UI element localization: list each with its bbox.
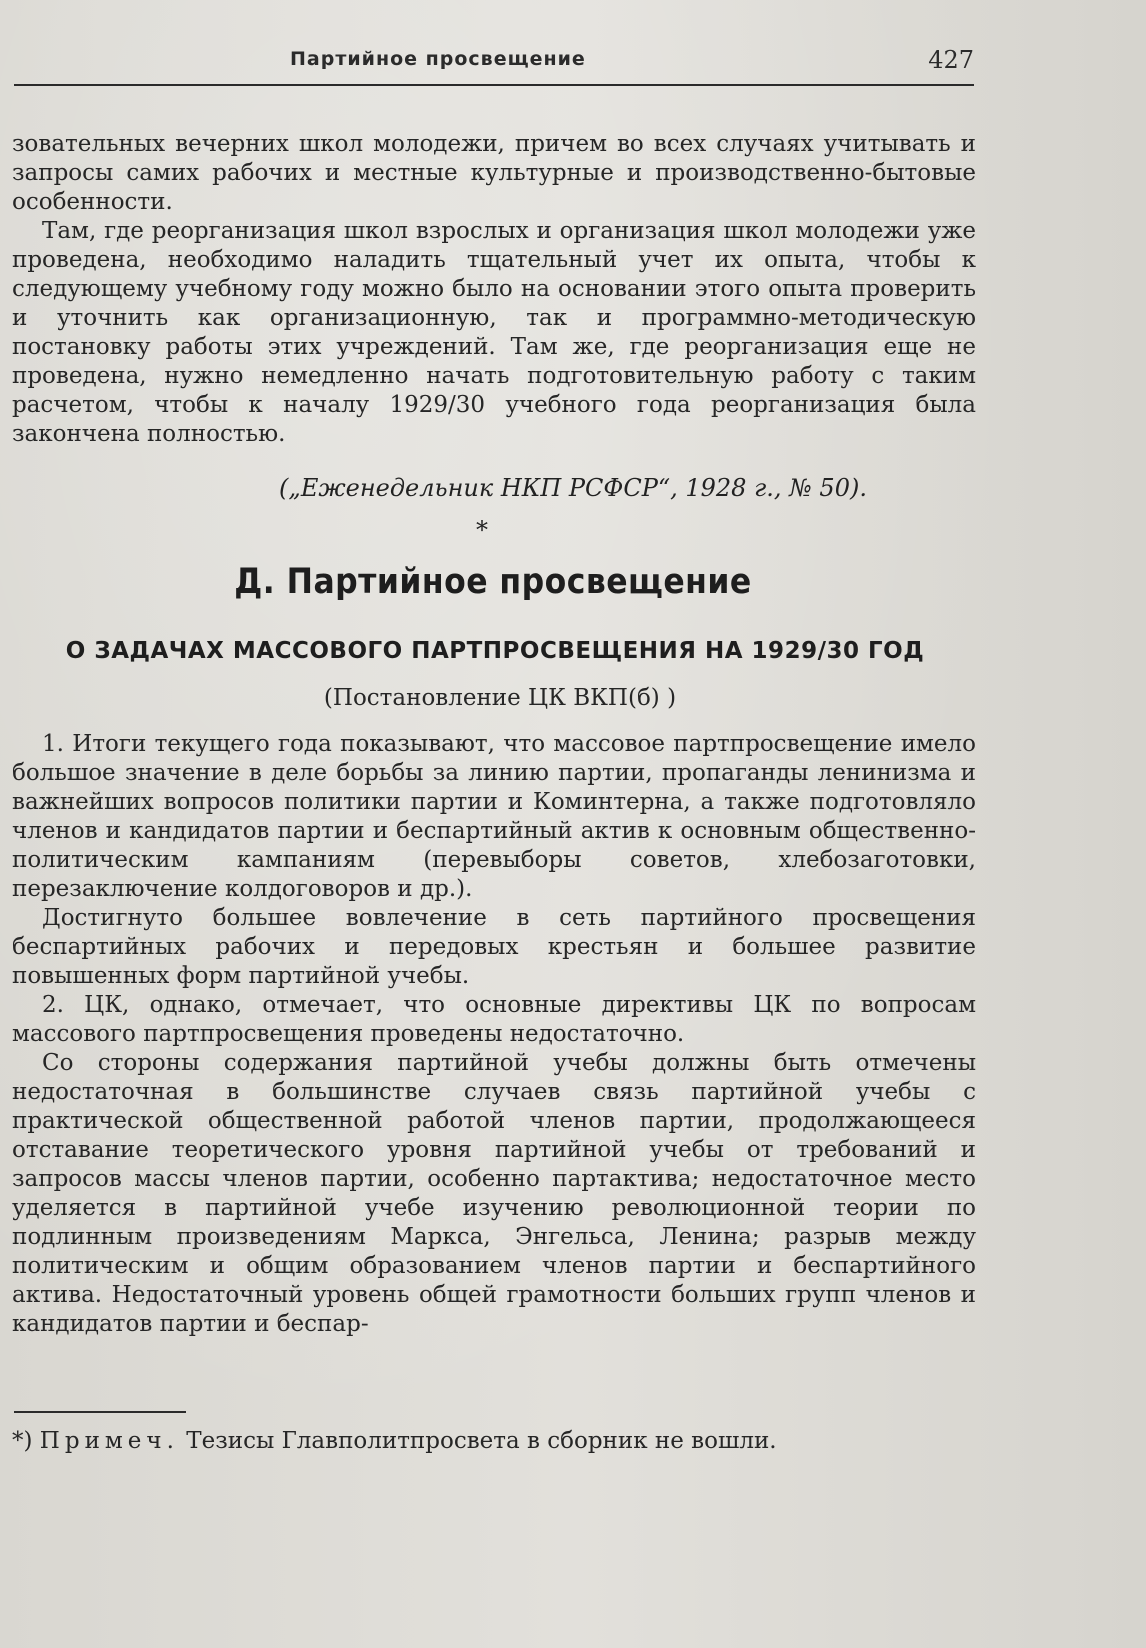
star-divider-icon: * (476, 516, 488, 544)
body-paragraph: Достигнуто большее вовлечение в сеть партийного просвещения беспартийных рабочих и передовых крестьян и большее развитие повышенных форм партийной учебы. (12, 905, 976, 989)
footnote-marker: *) (12, 1428, 40, 1454)
footnote-label: Примеч. (39, 1428, 179, 1454)
resolution-body (12, 730, 976, 1339)
running-title: Партийное просвещение (290, 48, 586, 70)
intro-paragraph: Там, где реорганизация школ взрослых и организация школ молодежи уже проведена, необходимо наладить тщательный учет их опыта, чтобы к следующему учебному году можно было на основании этого опыта проверить и уточнить как организационную, так и программно-методическую постановку работы этих учреждений. Там же, где реорганизация еще не проведена, нужно немедленно начать подготовительную работу с таким расчетом, чтобы к началу 1929/30 учебного года реорганизация была закончена полностью. (12, 218, 976, 447)
footnote-rule (14, 1411, 186, 1413)
footnote-text: Тезисы Главполитпросвета в сборник не вошли. (178, 1428, 777, 1454)
source-citation: („Еженедельник НКП РСФСР“, 1928 г., № 50). (279, 474, 867, 502)
body-paragraph: 1. Итоги текущего года показывают, что массовое партпросвещение имело большое значение в деле борьбы за линию партии, пропаганды ленинизма и важнейших вопросов политики партии и Коминтерна, а также подготовляло членов и кандидатов партии и беспартийный актив к основным общественно-политическим кампаниям (перевыборы советов, хлебозаготовки, перезаключение колдоговоров и др.). (12, 731, 976, 902)
page-number: 427 (928, 46, 974, 74)
resolution-title: О ЗАДАЧАХ МАССОВОГО ПАРТПРОСВЕЩЕНИЯ НА 1929/30 ГОД (65, 638, 925, 664)
intro-text (12, 130, 976, 449)
section-title: Д. Партийное просвещение (234, 562, 752, 602)
footnote (12, 1428, 980, 1454)
running-header (14, 44, 974, 86)
body-paragraph: Со стороны содержания партийной учебы должны быть отмечены недостаточная в большинстве случаев связь партийной учебы с практической общественной работой членов партии, продолжающееся отставание теоретического уровня партийной учебы от требований и запросов массы членов партии, особенно партактива; недостаточное место уделяется в партийной учебе изучению революционной теории по подлинным произведениям Маркса, Энгельса, Ленина; разрыв между политическим и общим образованием членов партии и беспартийного актива. Недостаточный уровень общей грамотности больших групп членов и кандидатов партии и беспар- (12, 1050, 976, 1337)
intro-paragraph: зовательных вечерних школ молодежи, причем во всех случаях учитывать и запросы самих рабочих и местные культурные и производственно-бытовые особенности. (12, 131, 976, 215)
resolution-subtitle: (Постановление ЦК ВКП(б) ) (323, 685, 677, 711)
body-paragraph: 2. ЦК, однако, отмечает, что основные директивы ЦК по вопросам массового партпросвещения проведены недостаточно. (12, 992, 976, 1047)
